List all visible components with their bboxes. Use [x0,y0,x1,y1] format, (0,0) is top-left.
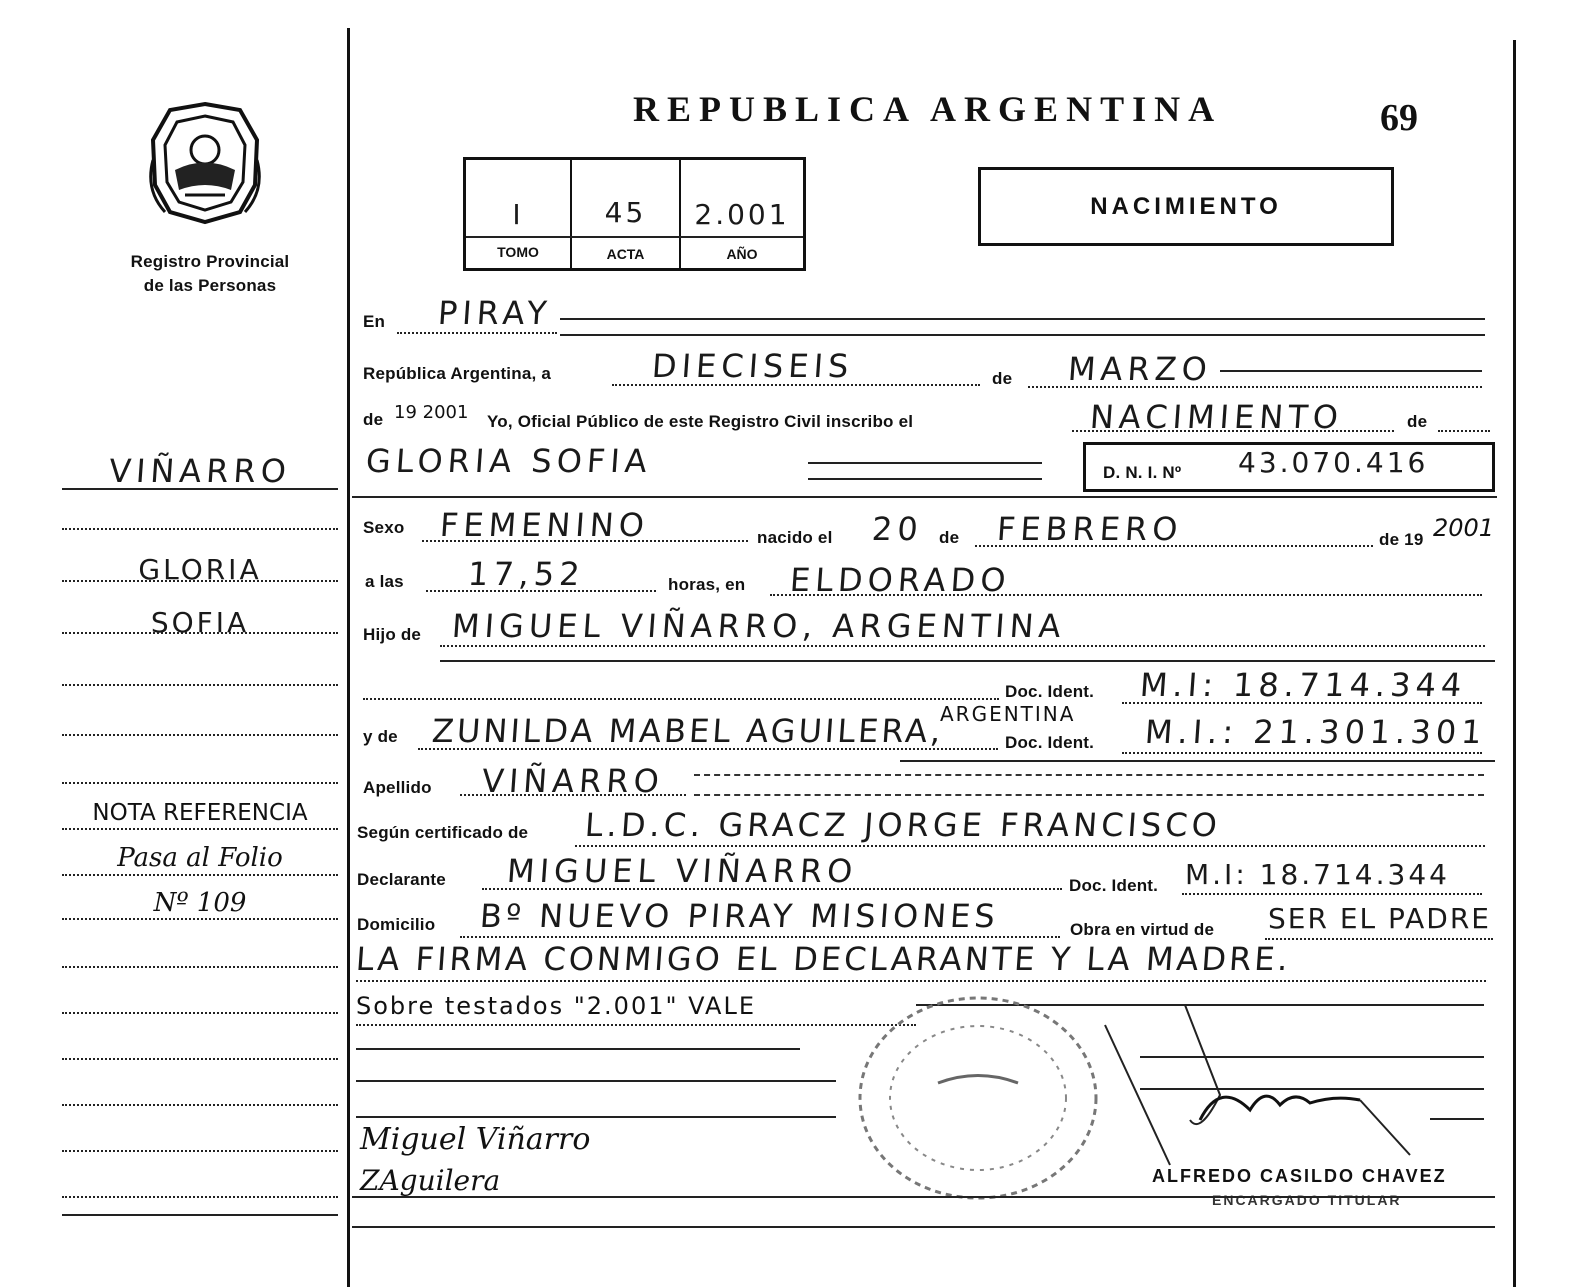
de19-label: de 19 [1379,530,1424,549]
mother-doc-rule [1122,752,1482,754]
dni-value: 43.070.416 [1238,446,1429,479]
en-value: PIRAY [436,294,553,332]
doc-ident-label: Doc. Ident. [1005,682,1095,701]
provincial-seal-icon [145,100,265,225]
obra-rule [1265,938,1493,940]
place-rule [770,594,1482,596]
sexo-label: Sexo [363,518,405,537]
ano-value: 2.001 [694,198,790,231]
hijo-label: Hijo de [363,625,422,644]
father-doc-rule [1122,702,1482,704]
official-stamp-icon [848,968,1118,1208]
place-value: ELDORADO [788,561,1012,599]
left-rule-13 [62,1104,338,1106]
blank-rule-5 [356,1116,836,1118]
left-rule-7 [62,828,338,830]
row-separator-top [352,496,1497,498]
left-surname: VIÑARRO [107,452,293,490]
declarante-value: MIGUEL VIÑARRO [505,852,859,890]
year-prefix-value: 19 2001 [394,402,469,423]
left-rule-4 [62,684,338,686]
y-de-label: y de [363,727,398,746]
left-rule-11 [62,1012,338,1014]
nacido-label: nacido el [757,528,833,547]
day-rule [612,384,980,386]
mother-doc-value: M.I.: 21.301.301 [1143,713,1488,751]
mother-value: ZUNILDA MABEL AGUILERA, [430,712,945,750]
declarante-rule [482,888,1062,890]
left-rule-9 [62,918,338,920]
declarante-label: Declarante [357,870,446,889]
inscribe-rule [1072,430,1394,432]
officer-name: ALFREDO CASILDO CHAVEZ [1152,1166,1447,1186]
a-las-label: a las [365,572,404,591]
bottom-rule-2 [352,1226,1495,1228]
de2-label: de [363,410,384,429]
officer-title: ENCARGADO TITULAR [1212,1192,1402,1208]
blank-rule-6 [1430,1118,1484,1120]
left-given-name-2: SOFIA [150,606,250,639]
apellido-rule-3 [694,794,1484,796]
left-rule-10 [62,966,338,968]
domicilio-rule [460,936,1060,938]
declarante-doc-rule [1182,893,1482,895]
acta-value: 45 [604,196,647,229]
doc-ident2-label: Doc. Ident. [1005,733,1095,752]
doc-ident3-label: Doc. Ident. [1069,876,1159,895]
father-rule [440,645,1485,647]
horas-en-label: horas, en [668,575,746,594]
left-note-line2: Pasa al Folio [117,843,283,873]
de4-label: de [939,528,960,547]
left-surname-rule [62,488,338,490]
domicilio-label: Domicilio [357,915,436,934]
record-box-label-rule [466,236,803,238]
certificado-value: L.D.C. GRACZ JORGE FRANCISCO [583,806,1223,844]
month-rule [1028,386,1482,388]
blank-rule-1 [356,1048,800,1050]
month-rule-2 [1220,370,1482,372]
page-number: 69 [1380,97,1418,139]
inscribe-value: NACIMIENTO [1088,398,1345,436]
right-page-border [1513,40,1516,1287]
left-note-line3: Nº 109 [153,888,247,918]
father-value: MIGUEL VIÑARRO, ARGENTINA [450,607,1067,645]
left-rule-14 [62,1150,338,1152]
tomo-value: I [512,198,524,231]
name-rule-2 [808,478,1042,480]
officer-signature-icon [1100,985,1420,1185]
obra-value: SER EL PADRE [1268,902,1491,935]
mother-rule [418,748,998,750]
father-doc-value: M.I: 18.714.344 [1138,666,1468,704]
day-value: DIECISEIS [650,347,855,385]
left-rule-1 [62,528,338,530]
sexo-value: FEMENINO [438,506,651,544]
registry-name-line2: de las Personas [143,276,277,295]
name-value: GLORIA SOFIA [364,442,653,480]
republica-label: República Argentina, a [363,364,551,383]
apellido-value: VIÑARRO [480,762,666,800]
de3-label: de [1407,412,1428,431]
en-rule [560,318,1485,320]
acta-label: ACTA [606,246,645,262]
de3-rule [1438,430,1490,432]
left-note-line1: NOTA REFERENCIA [92,800,308,826]
mother-nationality: ARGENTINA [940,702,1076,726]
signature-madre: ZAguilera [360,1164,501,1197]
birth-month-rule [975,545,1373,547]
left-bottom-rule [62,1214,338,1216]
en-rule-2 [560,334,1485,336]
en-rule-dotted [397,332,557,334]
hora-rule [426,590,656,592]
birth-day-value: 20 [870,510,925,548]
bottom-rule-1 [352,1196,1495,1198]
extra-line2-rule [356,1024,916,1026]
left-rule-15 [62,1196,338,1198]
left-rule-3 [62,632,338,634]
page-title: REPUBLICA ARGENTINA [633,89,1223,129]
blank-rule-3 [356,1080,836,1082]
obra-label: Obra en virtud de [1070,920,1215,939]
apellido-label: Apellido [363,778,432,797]
month-value: MARZO [1066,350,1214,388]
signature-declarante: Miguel Viñarro [360,1122,591,1157]
birth-year-value: 2001 [1433,514,1495,542]
certificado-rule [575,845,1485,847]
record-type-label: NACIMIENTO [1090,193,1282,220]
segun-label: Según certificado de [357,823,529,842]
left-given-name-1: GLORIA [138,553,262,586]
registry-name-line1: Registro Provincial [130,252,290,271]
sexo-rule [422,540,748,542]
left-rule-8 [62,874,338,876]
birth-month-value: FEBRERO [995,510,1184,548]
dni-label: D. N. I. Nº [1103,463,1182,482]
father-doc-lead-rule [363,698,999,700]
domicilio-value: Bº NUEVO PIRAY MISIONES [478,897,1001,935]
left-rule-6 [62,782,338,784]
de-label: de [992,369,1013,388]
hora-value: 17,52 [466,555,586,593]
en-label: En [363,312,386,331]
apellido-rule-2 [694,774,1484,776]
name-rule [808,462,1042,464]
extra-line2: Sobre testados "2.001" VALE [356,992,756,1020]
ano-label: AÑO [726,246,758,262]
apellido-rule [460,794,686,796]
left-rule-2 [62,580,338,582]
left-column-divider [347,28,350,1287]
left-rule-5 [62,734,338,736]
yo-text: Yo, Oficial Público de este Registro Civil inscribo el [487,412,914,431]
mother-sep-rule [900,760,1495,762]
extra-line1: LA FIRMA CONMIGO EL DECLARANTE Y LA MADRE. [354,940,1293,978]
tomo-label: TOMO [497,244,539,260]
father-rule-2 [440,660,1495,662]
declarante-doc-value: M.I: 18.714.344 [1185,858,1450,891]
left-rule-12 [62,1058,338,1060]
